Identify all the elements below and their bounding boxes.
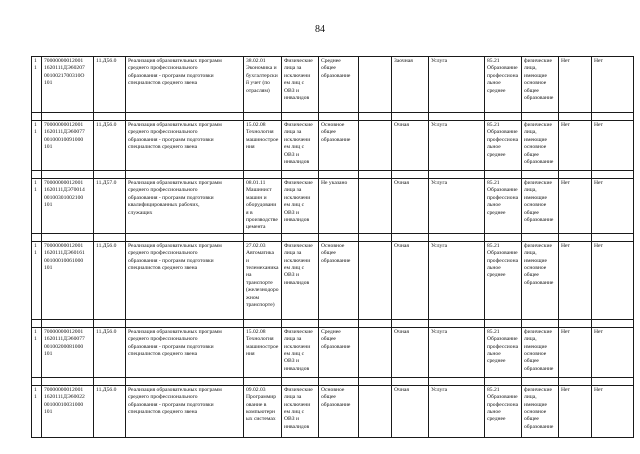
flag1-text: Нет [561, 242, 570, 249]
row-number-cell [32, 179, 42, 234]
flag1-text: Нет [561, 386, 570, 393]
table-row [32, 327, 634, 377]
study-form-cell [392, 385, 429, 437]
registry-code-cell [42, 385, 94, 437]
education-level-cell [319, 385, 359, 437]
consumers-text: Физические лица за исключени ем лиц с ОВЗ и инвалидов [284, 242, 313, 286]
spacer-cell [522, 319, 559, 327]
flag1-text: Нет [561, 122, 570, 128]
spacer-cell [429, 377, 485, 385]
okved-text: 11.Д56.0 [96, 242, 117, 249]
flag1-text: Нет [561, 58, 570, 64]
flag2-text: Нет [594, 386, 603, 393]
category-text: физические лица, имеющие основное общее образование [524, 242, 554, 286]
study-form-text: Очная [394, 242, 409, 249]
spacer-cell [559, 377, 592, 385]
specialty-cell [244, 327, 282, 377]
row-number-text: 11 [34, 180, 37, 194]
service-code-cell [485, 327, 522, 377]
education-level-cell [319, 179, 359, 234]
category-cell [522, 179, 559, 234]
specialty-text: 27.02.03 Автоматика и телемеханика на транспорте (железнодоро жном транспорте) [246, 242, 279, 309]
service-code-cell [485, 385, 522, 437]
spacer-cell [485, 319, 522, 327]
spacer-cell [592, 171, 634, 179]
spacer-cell [319, 233, 359, 241]
row-spacer [32, 113, 634, 121]
flag2-text: Нет [594, 328, 603, 335]
service-name-text: Реализация образовательных программ среднего профессионального образования - программ подготовки специалистов среднего звена [128, 328, 222, 358]
type-text: Услуга [431, 180, 448, 186]
category-cell [522, 385, 559, 437]
education-level-text: Не указано [321, 180, 348, 186]
type-cell [429, 57, 485, 113]
spacer-cell [392, 319, 429, 327]
type-text: Услуга [431, 122, 448, 128]
flag2-text: Нет [594, 122, 603, 128]
service-code-text: 85.21 Образование профессиона льное среднее [487, 58, 519, 94]
consumers-cell [282, 121, 319, 171]
type-cell [429, 179, 485, 234]
service-code-text: 85.21 Образование профессиона льное среднее [487, 386, 519, 423]
spacer-cell [42, 113, 94, 121]
spacer-cell [319, 377, 359, 385]
category-text: физические лица, имеющие основное общее образование [524, 328, 554, 372]
specialty-cell [244, 121, 282, 171]
spacer-cell [319, 319, 359, 327]
registry-code-text: 70000000012001 1620111ДЭ60022 00100010031000 101 [44, 386, 85, 416]
consumers-cell [282, 241, 319, 319]
service-name-text: Реализация образовательных программ среднего профессионального образования - программ подготовки специалистов среднего звена [128, 58, 222, 87]
category-text: физические лица, имеющие основное общее образование [524, 122, 554, 166]
service-code-cell [485, 121, 522, 171]
category-text: физические лица, имеющие основное общее образование [524, 58, 554, 102]
spacer-cell [94, 319, 126, 327]
consumers-text: Физические лица за исключени ем лиц с ОВЗ и инвалидов [284, 180, 313, 224]
type-cell [429, 241, 485, 319]
spacer-cell [319, 113, 359, 121]
extra-cell [359, 327, 392, 377]
study-form-cell [392, 179, 429, 234]
spacer-cell [126, 171, 244, 179]
spacer-cell [244, 233, 282, 241]
spacer-cell [359, 233, 392, 241]
spacer-cell [126, 113, 244, 121]
row-number-text: 11 [34, 386, 37, 401]
specialty-text: 08.01.11 Машинист машин и оборудовани я в производстве цемента [246, 180, 278, 231]
spacer-cell [32, 113, 42, 121]
consumers-cell [282, 385, 319, 437]
study-form-text: Заочная [394, 58, 413, 64]
spacer-cell [282, 377, 319, 385]
flag2-cell [592, 121, 634, 171]
spacer-cell [42, 171, 94, 179]
okved-cell [94, 121, 126, 171]
registry-code-text: 70000000012001 1620111ДЭ60161 00100010061000 101 [44, 242, 85, 272]
spacer-cell [485, 171, 522, 179]
service-code-text: 85.21 Образование профессиона льное среднее [487, 328, 519, 365]
consumers-cell [282, 57, 319, 113]
spacer-cell [94, 113, 126, 121]
spacer-cell [282, 113, 319, 121]
category-cell [522, 57, 559, 113]
spacer-cell [485, 233, 522, 241]
consumers-text: Физические лица за исключени ем лиц с ОВЗ и инвалидов [284, 386, 313, 430]
flag2-cell [592, 327, 634, 377]
flag1-cell [559, 179, 592, 234]
spacer-cell [359, 113, 392, 121]
consumers-text: Физические лица за исключени ем лиц с ОВЗ и инвалидов [284, 122, 313, 166]
spacer-cell [94, 233, 126, 241]
consumers-text: Физические лица за исключени ем лиц с ОВЗ и инвалидов [284, 58, 313, 102]
registry-code-text: 70000000012001 1620111ДЭ70014 00100301002100 101 [44, 180, 85, 209]
row-spacer [32, 171, 634, 179]
extra-cell [359, 241, 392, 319]
category-text: физические лица, имеющие основное общее образование [524, 386, 554, 430]
spacer-cell [359, 377, 392, 385]
spacer-cell [359, 319, 392, 327]
spacer-cell [126, 233, 244, 241]
spacer-cell [392, 171, 429, 179]
specialty-text: 38.02.01 Экономика и бухгалтерски й учет (по отраслям) [246, 58, 278, 94]
table-row [32, 241, 634, 319]
education-level-cell [319, 241, 359, 319]
spacer-cell [485, 113, 522, 121]
registry-code-cell [42, 179, 94, 234]
specialty-text: 15.02.08 Технология машинострое ния [246, 122, 279, 151]
flag2-cell [592, 241, 634, 319]
consumers-cell [282, 327, 319, 377]
service-name-cell [126, 57, 244, 113]
registry-code-text: 70000000012001 1620111ДЭ60077 00100200081000 101 [44, 328, 85, 358]
service-code-cell [485, 57, 522, 113]
spacer-cell [244, 171, 282, 179]
spacer-cell [392, 233, 429, 241]
study-form-cell [392, 57, 429, 113]
okved-cell [94, 57, 126, 113]
extra-cell [359, 121, 392, 171]
type-text: Услуга [431, 386, 448, 393]
okved-text: 11.Д56.0 [96, 386, 117, 393]
flag2-cell [592, 385, 634, 437]
study-form-text: Очная [394, 122, 409, 128]
service-name-cell [126, 385, 244, 437]
education-level-text: Основное общее образование [321, 386, 351, 408]
service-name-text: Реализация образовательных программ среднего профессионального образования - программ подготовки квалифицированных рабочих, служащих [128, 180, 222, 216]
flag2-text: Нет [594, 180, 603, 186]
spacer-cell [429, 233, 485, 241]
service-code-cell [485, 241, 522, 319]
table-row [32, 57, 634, 113]
flag1-cell [559, 121, 592, 171]
registry-code-cell [42, 241, 94, 319]
specialty-text: 09.02.03 Программир ование в компьютерн ых системах [246, 386, 277, 423]
registry-code-cell [42, 121, 94, 171]
service-name-cell [126, 179, 244, 234]
spacer-cell [282, 233, 319, 241]
flag1-cell [559, 57, 592, 113]
study-form-text: Очная [394, 386, 409, 393]
spacer-cell [359, 171, 392, 179]
study-form-cell [392, 327, 429, 377]
spacer-cell [592, 233, 634, 241]
education-level-cell [319, 57, 359, 113]
spacer-cell [429, 319, 485, 327]
spacer-cell [592, 113, 634, 121]
spacer-cell [522, 171, 559, 179]
flag1-cell [559, 327, 592, 377]
service-code-text: 85.21 Образование профессиона льное среднее [487, 180, 519, 216]
okved-cell [94, 385, 126, 437]
spacer-cell [522, 113, 559, 121]
education-level-text: Основное общее образование [321, 242, 351, 264]
type-text: Услуга [431, 58, 448, 64]
okved-cell [94, 241, 126, 319]
extra-cell [359, 57, 392, 113]
specialty-cell [244, 385, 282, 437]
category-cell [522, 327, 559, 377]
service-name-text: Реализация образовательных программ среднего профессионального образования - программ подготовки специалистов среднего звена [128, 242, 222, 272]
flag2-text: Нет [594, 242, 603, 249]
service-name-cell [126, 327, 244, 377]
spacer-cell [32, 171, 42, 179]
row-number-cell [32, 385, 42, 437]
row-number-cell [32, 57, 42, 113]
extra-cell [359, 179, 392, 234]
study-form-cell [392, 241, 429, 319]
education-level-cell [319, 121, 359, 171]
consumers-text: Физические лица за исключени ем лиц с ОВЗ и инвалидов [284, 328, 313, 372]
flag1-cell [559, 385, 592, 437]
flag2-cell [592, 179, 634, 234]
row-number-text: 11 [34, 58, 37, 72]
service-code-text: 85.21 Образование профессиона льное среднее [487, 122, 519, 158]
spacer-cell [32, 377, 42, 385]
table-row [32, 385, 634, 437]
study-form-cell [392, 121, 429, 171]
type-text: Услуга [431, 242, 448, 249]
spacer-cell [559, 171, 592, 179]
okved-cell [94, 327, 126, 377]
row-number-text: 11 [34, 122, 37, 136]
row-number-text: 11 [34, 242, 37, 257]
spacer-cell [94, 377, 126, 385]
spacer-cell [126, 319, 244, 327]
spacer-cell [282, 171, 319, 179]
service-name-text: Реализация образовательных программ среднего профессионального образования - программ подготовки специалистов среднего звена [128, 122, 222, 151]
spacer-cell [392, 113, 429, 121]
row-spacer [32, 233, 634, 241]
spacer-cell [244, 377, 282, 385]
row-number-cell [32, 327, 42, 377]
service-name-cell [126, 121, 244, 171]
row-spacer [32, 377, 634, 385]
registry-code-cell [42, 327, 94, 377]
spacer-cell [592, 377, 634, 385]
spacer-cell [42, 319, 94, 327]
spacer-cell [559, 113, 592, 121]
type-cell [429, 121, 485, 171]
type-cell [429, 327, 485, 377]
spacer-cell [244, 319, 282, 327]
okved-cell [94, 179, 126, 234]
spacer-cell [126, 377, 244, 385]
spacer-cell [392, 377, 429, 385]
registry-code-text: 70000000012001 1620111ДЭ60207 0010021700310O 101 [44, 58, 85, 87]
specialty-text: 15.02.08 Технология машинострое ния [246, 328, 279, 358]
spacer-cell [32, 233, 42, 241]
spacer-cell [429, 113, 485, 121]
row-number-text: 11 [34, 328, 37, 343]
spacer-cell [42, 377, 94, 385]
page-number: 84 [315, 24, 325, 35]
education-level-text: Среднее общее образование [321, 58, 351, 79]
table-row [32, 179, 634, 234]
spacer-cell [282, 319, 319, 327]
okved-text: 11.Д57.0 [96, 180, 117, 186]
specialty-cell [244, 179, 282, 234]
category-cell [522, 241, 559, 319]
spacer-cell [94, 171, 126, 179]
spacer-cell [429, 171, 485, 179]
service-name-text: Реализация образовательных программ среднего профессионального образования - программ подготовки специалистов среднего звена [128, 386, 222, 416]
extra-cell [359, 385, 392, 437]
category-text: физические лица, имеющие основное общее образование [524, 180, 554, 224]
service-name-cell [126, 241, 244, 319]
flag2-text: Нет [594, 58, 603, 64]
row-number-cell [32, 121, 42, 171]
spacer-cell [559, 319, 592, 327]
table-body [32, 57, 634, 438]
table-row [32, 121, 634, 171]
flag2-cell [592, 57, 634, 113]
spacer-cell [522, 233, 559, 241]
registry-code-text: 70000000012001 1620111ДЭ60077 00100010091000 101 [44, 122, 85, 151]
spacer-cell [485, 377, 522, 385]
spacer-cell [42, 233, 94, 241]
type-cell [429, 385, 485, 437]
registry-code-cell [42, 57, 94, 113]
type-text: Услуга [431, 328, 448, 335]
education-level-cell [319, 327, 359, 377]
spacer-cell [319, 171, 359, 179]
specialty-cell [244, 57, 282, 113]
registry-table [31, 56, 634, 438]
education-level-text: Основное общее образование [321, 122, 351, 143]
service-code-text: 85.21 Образование профессиона льное среднее [487, 242, 519, 279]
row-number-cell [32, 241, 42, 319]
category-cell [522, 121, 559, 171]
consumers-cell [282, 179, 319, 234]
study-form-text: Очная [394, 328, 409, 335]
specialty-cell [244, 241, 282, 319]
okved-text: 11.Д56.0 [96, 328, 117, 335]
spacer-cell [522, 377, 559, 385]
spacer-cell [32, 319, 42, 327]
spacer-cell [559, 233, 592, 241]
education-level-text: Среднее общее образование [321, 328, 351, 350]
okved-text: 11.Д56.0 [96, 122, 117, 128]
flag1-text: Нет [561, 180, 570, 186]
service-code-cell [485, 179, 522, 234]
flag1-text: Нет [561, 328, 570, 335]
study-form-text: Очная [394, 180, 409, 186]
row-spacer [32, 319, 634, 327]
spacer-cell [592, 319, 634, 327]
flag1-cell [559, 241, 592, 319]
spacer-cell [244, 113, 282, 121]
okved-text: 11.Д56.0 [96, 58, 117, 64]
